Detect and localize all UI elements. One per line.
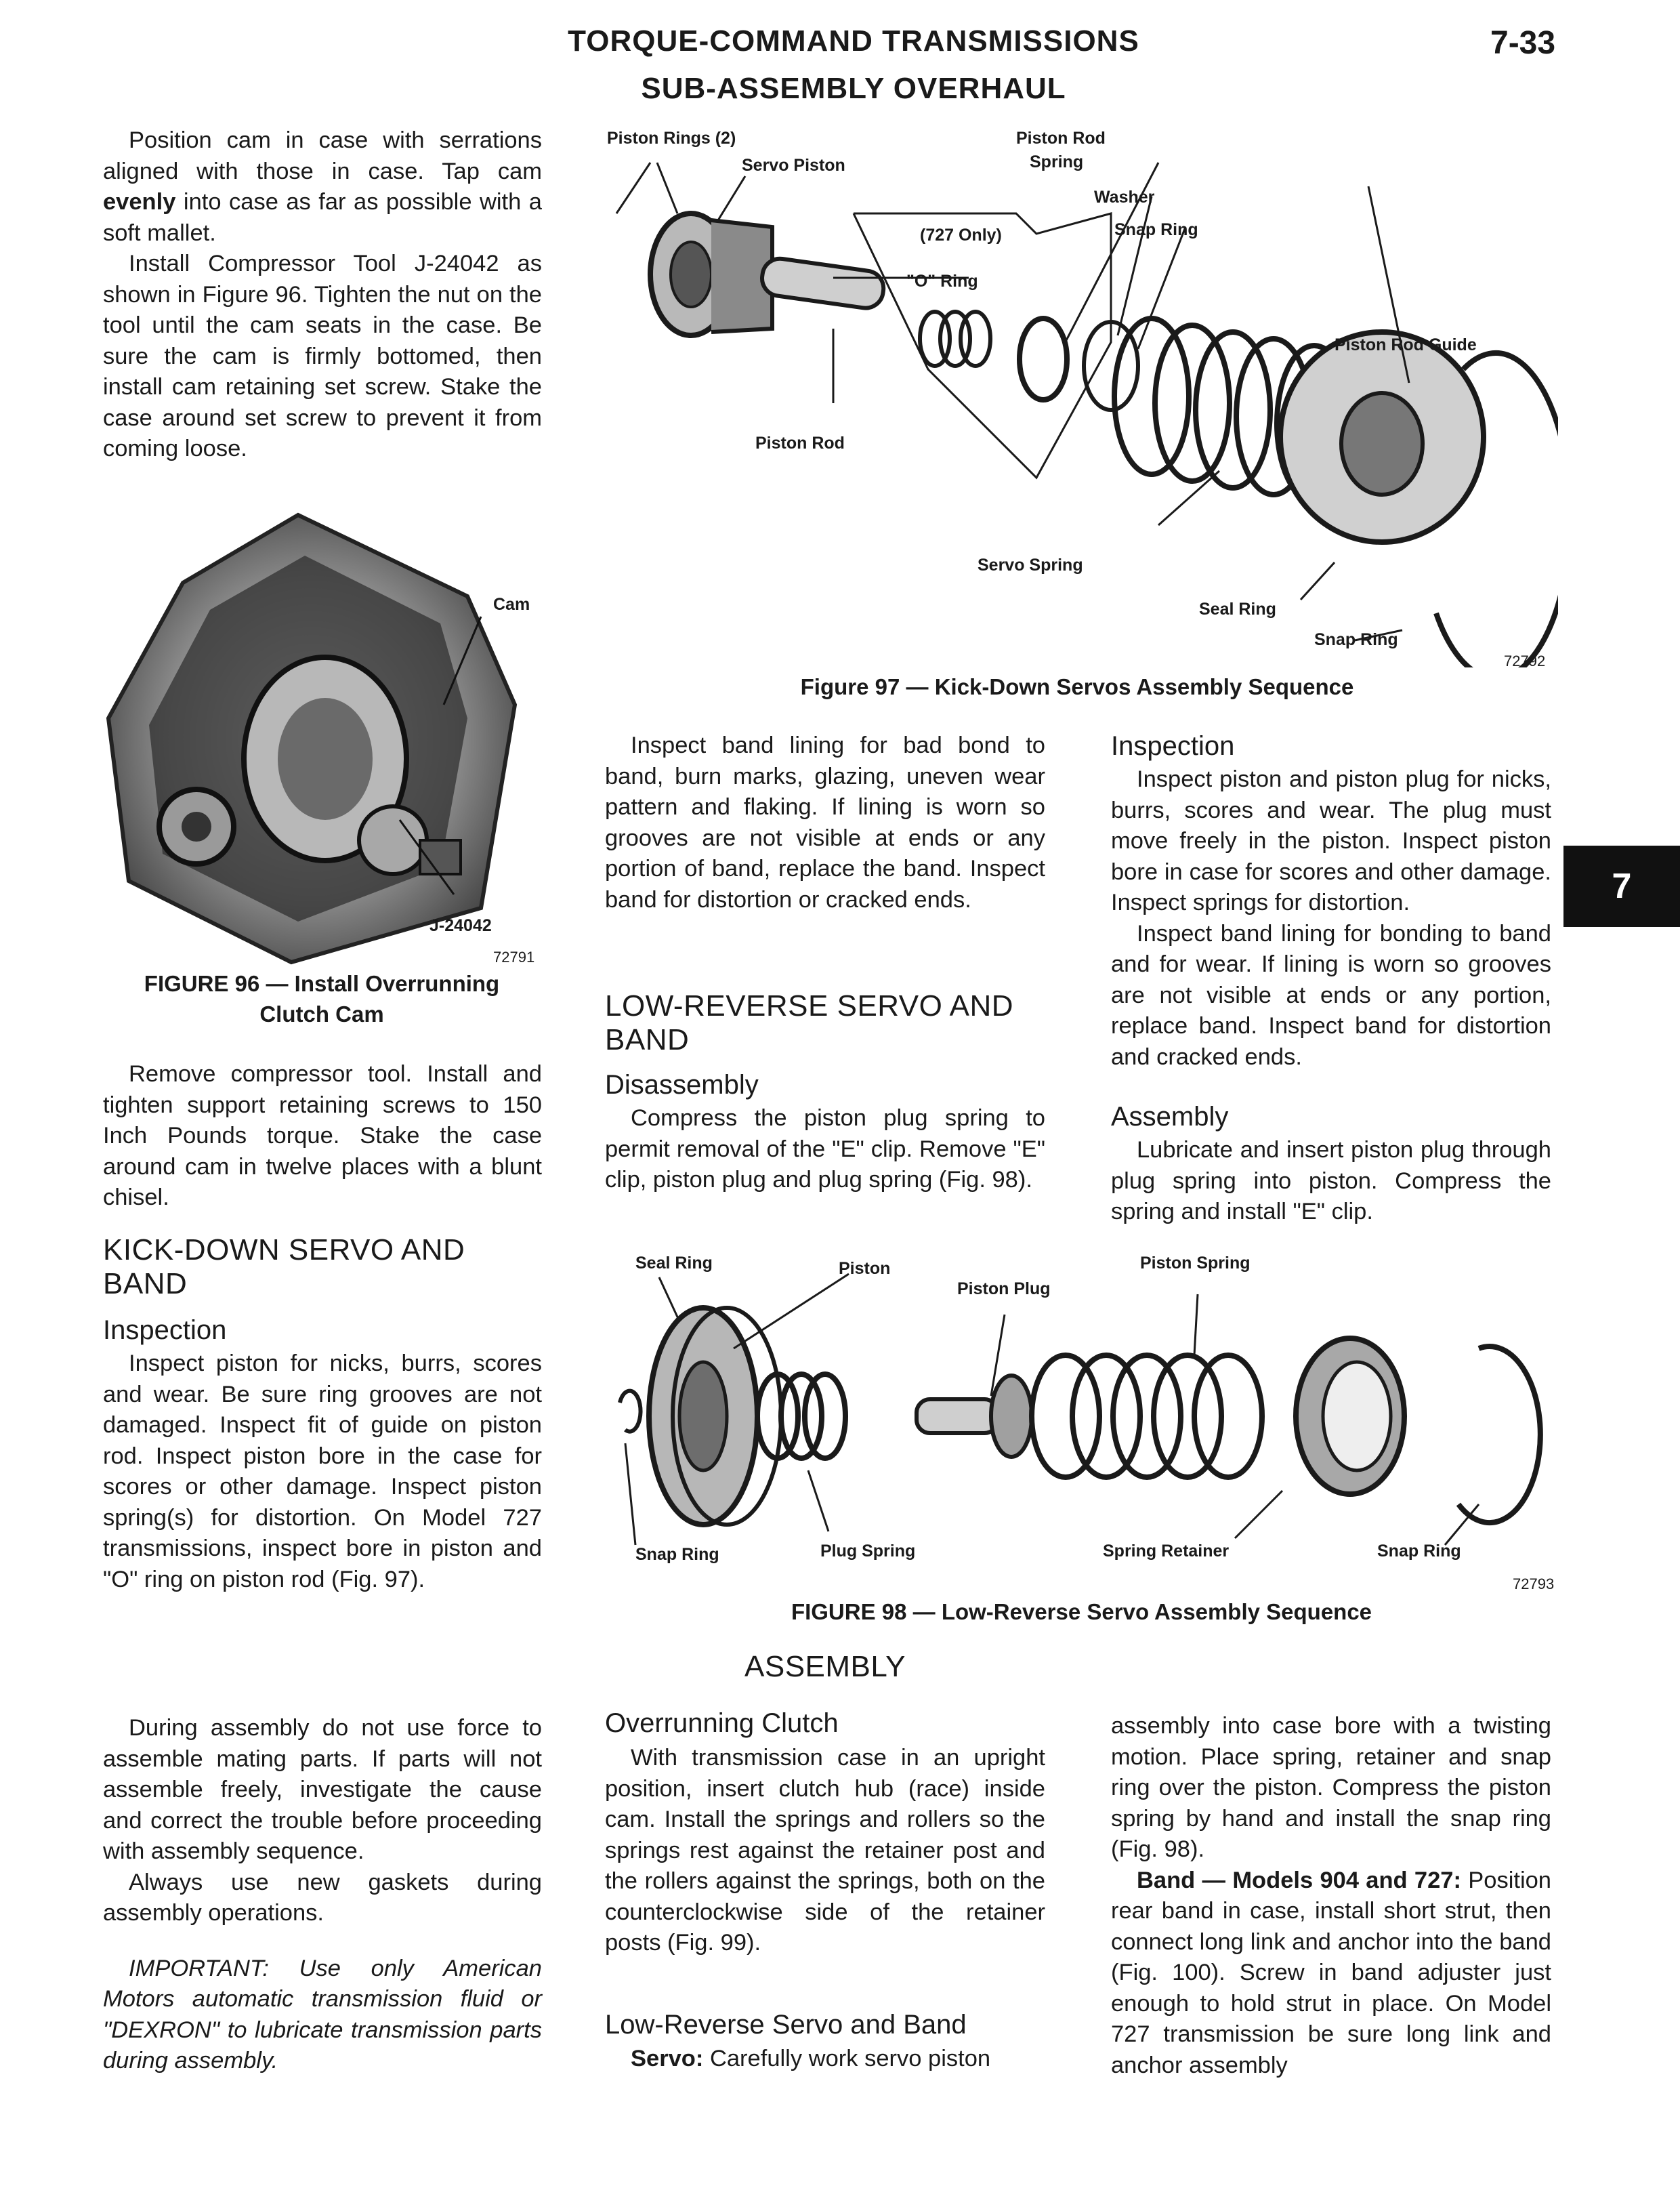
kickdown-inspection-heading: Inspection bbox=[103, 1315, 227, 1345]
section-tab: 7 bbox=[1563, 846, 1680, 927]
assembly-left-paragraph-2: Always use new gaskets during assembly operations. bbox=[103, 1869, 542, 1926]
label-servo-spring: Servo Spring bbox=[978, 556, 1083, 575]
label-piston-rod: Piston Rod bbox=[755, 434, 845, 453]
label-snap-ring-top: Snap Ring bbox=[1114, 220, 1198, 239]
label-98-plug-spring: Plug Spring bbox=[820, 1542, 916, 1561]
right-inspection-heading: Inspection bbox=[1111, 731, 1235, 761]
left-mid-text bbox=[103, 1059, 542, 1214]
figure-96-caption-line2: Clutch Cam bbox=[259, 1002, 384, 1027]
remove-tool-paragraph: Remove compressor tool. Install and tighten support retaining screws to 150 Inch Pounds torque. Stake the case around cam in twelve places with a blunt chisel. bbox=[103, 1061, 542, 1210]
figure-98-code: 72793 bbox=[1513, 1575, 1555, 1592]
figure-98 bbox=[605, 1247, 1558, 1592]
label-o-ring: "O" Ring bbox=[906, 272, 978, 291]
assembly-important-note: IMPORTANT: Use only American Motors automatic transmission fluid or "DEXRON" to lubricate transmission parts during assembly. bbox=[103, 1955, 542, 2073]
cam-text-bold: evenly bbox=[103, 189, 176, 215]
label-98-snap-ring-left: Snap Ring bbox=[635, 1545, 719, 1564]
assembly-left-text bbox=[103, 1713, 542, 2077]
figure-97-caption: Figure 97 — Kick-Down Servos Assembly Sequence bbox=[800, 674, 1354, 699]
figure-96-code: 72791 bbox=[493, 949, 535, 966]
assembly-heading: ASSEMBLY bbox=[744, 1650, 906, 1683]
overrunning-clutch-paragraph: With transmission case in an upright position, insert clutch hub (race) inside cam. Install the springs and rollers so the springs rest against the retainer post and the rollers against the springs, both on the counterclockwise side of the retainer posts (Fig. 99). bbox=[605, 1745, 1045, 1956]
figure-96-photo bbox=[102, 501, 542, 969]
right-inspection-text bbox=[1111, 764, 1551, 1073]
right-inspection-paragraph-1: Inspect piston and piston plug for nicks, burrs, scores and wear. The plug must move freely in the piston. Inspect piston bore in case for scores and other damage. Inspect springs for distortion. bbox=[1111, 766, 1551, 915]
figure-96-caption-line1: FIGURE 96 — Install Overrunning bbox=[144, 971, 500, 996]
disassembly-text bbox=[605, 1103, 1045, 1196]
assembly-right-paragraph-1: assembly into case bore with a twisting motion. Place spring, retainer and snap ring over the piston. Compress the piston spring by hand and install the snap ring (Fig. 98). bbox=[1111, 1713, 1551, 1862]
band-models-paragraph: Position rear band in case, install short strut, then connect long link and anchor into the band (Fig. 100). Screw in band adjuster just enough to hold strut in place. On Model 727 transmission be sure long link and anchor assembly bbox=[1111, 1867, 1551, 2078]
label-piston-rod-spring-1: Piston Rod bbox=[1016, 129, 1106, 148]
label-727-only: (727 Only) bbox=[920, 226, 1002, 245]
label-j24042: J-24042 bbox=[429, 916, 492, 935]
low-reverse-heading: LOW-REVERSE SERVO AND BAND bbox=[605, 989, 1014, 1056]
kickdown-inspection-paragraph: Inspect piston for nicks, burrs, scores and wear. Be sure ring grooves are not damaged. Inspect fit of guide on piston rod. Inspect piston bore in the case for scores or other damage. Inspect piston spring(s) for distortion. On Model 727 transmissions, inspect bore in piston and "O" ring on piston rod (Fig. 97). bbox=[103, 1350, 542, 1592]
assembly-left-paragraph-1: During assembly do not use force to assemble mating parts. If parts will not assemble freely, investigate the cause and correct the trouble before proceeding with assembly sequence. bbox=[103, 1715, 542, 1864]
mid-col-text bbox=[605, 730, 1045, 915]
label-98-snap-ring-right: Snap Ring bbox=[1377, 1542, 1461, 1561]
cam-text-1: Position cam in case with serrations aligned with those in case. Tap cam bbox=[103, 127, 542, 184]
right-assembly-paragraph: Lubricate and insert piston plug through plug spring into piston. Compress the spring and install "E" clip. bbox=[1111, 1137, 1551, 1224]
label-98-spring-retainer: Spring Retainer bbox=[1103, 1542, 1230, 1561]
label-seal-ring: Seal Ring bbox=[1199, 600, 1276, 619]
figure-98-drawing bbox=[605, 1247, 1558, 1579]
page-header-title: TORQUE-COMMAND TRANSMISSIONS bbox=[568, 24, 1139, 58]
label-98-piston: Piston bbox=[839, 1259, 891, 1278]
kickdown-inspection-text bbox=[103, 1348, 542, 1595]
figure-96 bbox=[102, 501, 542, 969]
label-servo-piston: Servo Piston bbox=[742, 156, 845, 175]
servo-paragraph: Carefully work servo piston bbox=[703, 2046, 991, 2071]
figure-97-code: 72792 bbox=[1504, 653, 1546, 669]
right-inspection-paragraph-2: Inspect band lining for bonding to band and for wear. If lining is worn so grooves are not visible at ends or any portion, replace band. Inspect band for distortion and cracked ends. bbox=[1111, 920, 1551, 1070]
label-snap-ring-bottom: Snap Ring bbox=[1314, 630, 1398, 649]
label-washer: Washer bbox=[1094, 188, 1155, 207]
band-lining-paragraph: Inspect band lining for bad bond to band, burn marks, glazing, uneven wear pattern and flaking. If lining is worn so grooves are not visible at ends or any portion of band, replace the band. Inspect band for distortion or cracked ends. bbox=[605, 732, 1045, 913]
low-reverse-servo-band-heading: Low-Reverse Servo and Band bbox=[605, 2010, 967, 2040]
servo-bold-label: Servo: bbox=[631, 2046, 704, 2071]
figure-97-drawing bbox=[596, 125, 1558, 667]
page-header-subtitle: SUB-ASSEMBLY OVERHAUL bbox=[641, 72, 1066, 105]
label-piston-rings: Piston Rings (2) bbox=[607, 129, 736, 148]
kickdown-heading: KICK-DOWN SERVO AND BAND bbox=[103, 1233, 465, 1300]
disassembly-heading: Disassembly bbox=[605, 1070, 759, 1100]
figure-98-caption: FIGURE 98 — Low-Reverse Servo Assembly Sequence bbox=[791, 1599, 1372, 1624]
overrunning-clutch-heading: Overrunning Clutch bbox=[605, 1708, 839, 1738]
left-top-text bbox=[103, 125, 542, 465]
assembly-right-text bbox=[1111, 1711, 1551, 2081]
compressor-paragraph: Install Compressor Tool J-24042 as shown in Figure 96. Tighten the nut on the tool until the cam seats in the case. Be sure the cam is firmly bottomed, then install cam retaining set screw. Stake the case around set screw to prevent it from coming loose. bbox=[103, 251, 542, 461]
label-98-piston-spring: Piston Spring bbox=[1140, 1254, 1251, 1273]
right-assembly-text bbox=[1111, 1135, 1551, 1228]
figure-97 bbox=[596, 125, 1558, 667]
label-piston-rod-spring-2: Spring bbox=[1030, 152, 1084, 171]
right-assembly-heading: Assembly bbox=[1111, 1102, 1229, 1132]
label-piston-rod-guide: Piston Rod Guide bbox=[1335, 335, 1477, 354]
disassembly-paragraph: Compress the piston plug spring to permit removal of the "E" clip. Remove "E" clip, piston plug and plug spring (Fig. 98). bbox=[605, 1105, 1045, 1193]
label-98-piston-plug: Piston Plug bbox=[957, 1279, 1051, 1298]
servo-text bbox=[605, 2044, 1045, 2075]
page-number: 7-33 bbox=[1490, 25, 1556, 61]
overrunning-clutch-text bbox=[605, 1743, 1045, 1959]
cam-text-2: into case as far as possible with a soft mallet. bbox=[103, 189, 542, 246]
band-models-bold-label: Band — Models 904 and 727: bbox=[1137, 1867, 1461, 1893]
label-cam: Cam bbox=[493, 595, 530, 614]
label-98-seal-ring: Seal Ring bbox=[635, 1254, 713, 1273]
